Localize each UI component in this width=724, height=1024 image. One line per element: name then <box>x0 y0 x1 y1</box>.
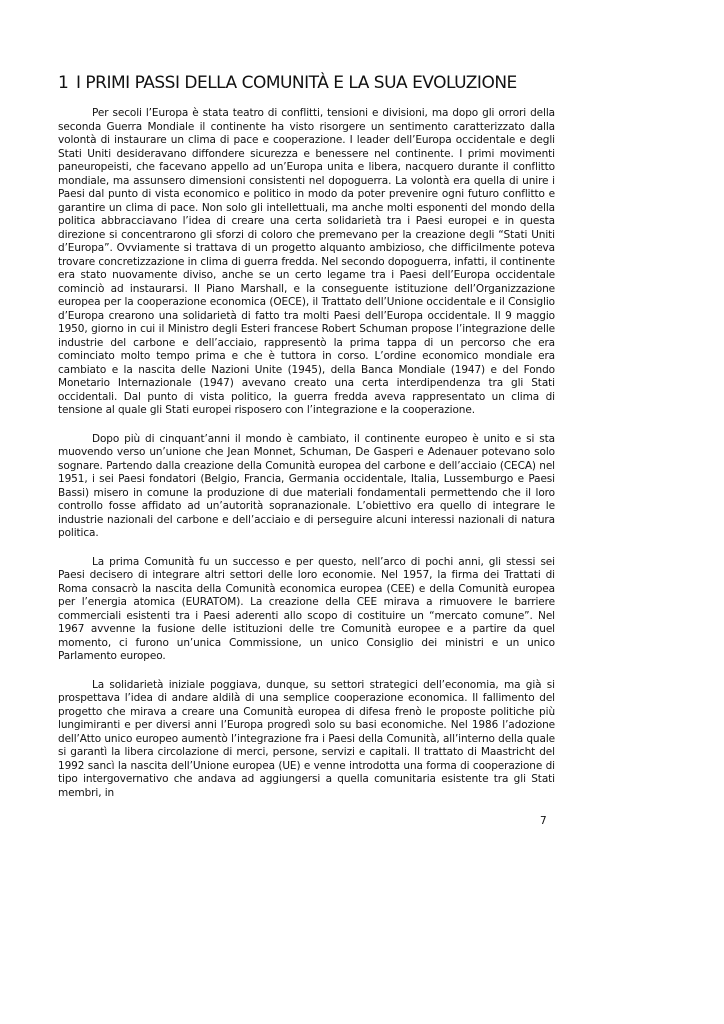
paragraph: Dopo più di cinquant’anni il mondo è cambiato, il continente europeo è unito e si sta muovendo verso un’unione che Jean Monnet, Schuman, De Gasperi e Adenauer potevano solo sognare. Partendo dalla creazione della Comunità europea del carbone e dell’acciaio (CECA) nel 1951, i sei Paesi fondatori (Belgio, Francia, Germania occidentale, Italia, Lussemburgo e Paesi Bassi) misero in comune la produzione di due materiali fondamentali permettendo che il loro controllo fosse affidato ad un’autorità sopranazionale. L’obiettivo era quello di integrare le industrie nazionali del carbone e dell’acciaio e di perseguire alcuni interessi nazionali di natura politica. <box>58 432 555 539</box>
chapter-heading <box>58 73 678 93</box>
body-text <box>58 107 555 815</box>
page-number: 7 <box>540 815 547 827</box>
paragraph: La solidarietà iniziale poggiava, dunque, su settori strategici dell’economia, ma già si prospettava l’idea di andare aldilà di una semplice cooperazione economica. Il fallimento del progetto che mirava a creare una Comunità europea di difesa frenò le proposte politiche più lungimiranti e per diversi anni l’Europa progredì solo su basi economiche. Nel 1986 l’adozione dell’Atto unico europeo aumentò l’integrazione fra i Paesi della Comunità, all’interno della quale si garantì la libera circolazione di merci, persone, servizi e capitali. Il trattato di Maastricht del 1992 sancì la nascita dell’Unione europea (UE) e venne introdotta una forma di cooperazione di tipo intergovernativo che andava ad aggiungersi a quella comunitaria esistente tra gli Stati membri, in <box>58 678 555 799</box>
paragraph: La prima Comunità fu un successo e per questo, nell’arco di pochi anni, gli stessi sei Paesi decisero di integrare altri settori delle loro economie. Nel 1957, la firma dei Trattati di Roma consacrò la nascita della Comunità economica europea (CEE) e della Comunità europea per l’energia atomica (EURATOM). La creazione della CEE mirava a rimuovere le barriere commerciali esistenti tra i Paesi aderenti allo scopo di costituire un “mercato comune”. Nel 1967 avvenne la fusione delle istituzioni delle tre Comunità europee e a partire da quel momento, ci furono un’unica Commissione, un unico Consiglio dei ministri e un unico Parlamento europeo. <box>58 555 555 662</box>
paragraph: Per secoli l’Europa è stata teatro di conflitti, tensioni e divisioni, ma dopo gli orrori della seconda Guerra Mondiale il continente ha visto risorgere un sentimento caratterizzato dalla volontà di instaurare un clima di pace e cooperazione. I leader dell’Europa occidentale e degli Stati Uniti desideravano diffondere sicurezza e benessere nel continente. I primi movimenti paneuropeisti, che facevano appello ad un’Europa unita e libera, nacquero durante il conflitto mondiale, ma assunsero dimensioni consistenti nel dopoguerra. La volontà era quella di unire i Paesi dal punto di vista economico e politico in modo da poter prevenire ogni futuro conflitto e garantire un clima di pace. Non solo gli intellettuali, ma anche molti esponenti del mondo della politica abbracciavano l’idea di creare una certa solidarietà tra i Paesi europei e in questa direzione si concentrarono gli sforzi di coloro che premevano per la creazione degli “Stati Uniti d’Europa”. Ovviamente si trattava di un progetto alquanto ambizioso, che difficilmente poteva trovare concretizzazione in clima di guerra fredda. Nel secondo dopoguerra, infatti, il continente era stato nuovamente diviso, anche se un certo legame tra i Paesi dell’Europa occidentale cominciò ad instaurarsi. Il Piano Marshall, e la conseguente istituzione dell’Organizzazione europea per la cooperazione economica (OECE), il Trattato dell’Unione occidentale e il Consiglio d’Europa crearono una solidarietà di fatto tra molti Paesi dell’Europa occidentale. Il 9 maggio 1950, giorno in cui il Ministro degli Esteri francese Robert Schuman propose l’integrazione delle industrie del carbone e dell’acciaio, rappresentò la prima tappa di un percorso che era cominciato molto tempo prima e che è tuttora in corso. L’ordine economico mondiale era cambiato e la nascita delle Nazioni Unite (1945), della Banca Mondiale (1947) e del Fondo Monetario Internazionale (1947) avevano creato una certa interdipendenza tra gli Stati occidentali. Dal punto di vista politico, la guerra fredda aveva rappresentato un clima di tensione al quale gli Stati europei risposero con l’integrazione e la cooperazione. <box>58 107 555 416</box>
chapter-number: 1 <box>58 73 69 93</box>
chapter-title: I PRIMI PASSI DELLA COMUNITÀ E LA SUA EVOLUZIONE <box>76 73 517 93</box>
